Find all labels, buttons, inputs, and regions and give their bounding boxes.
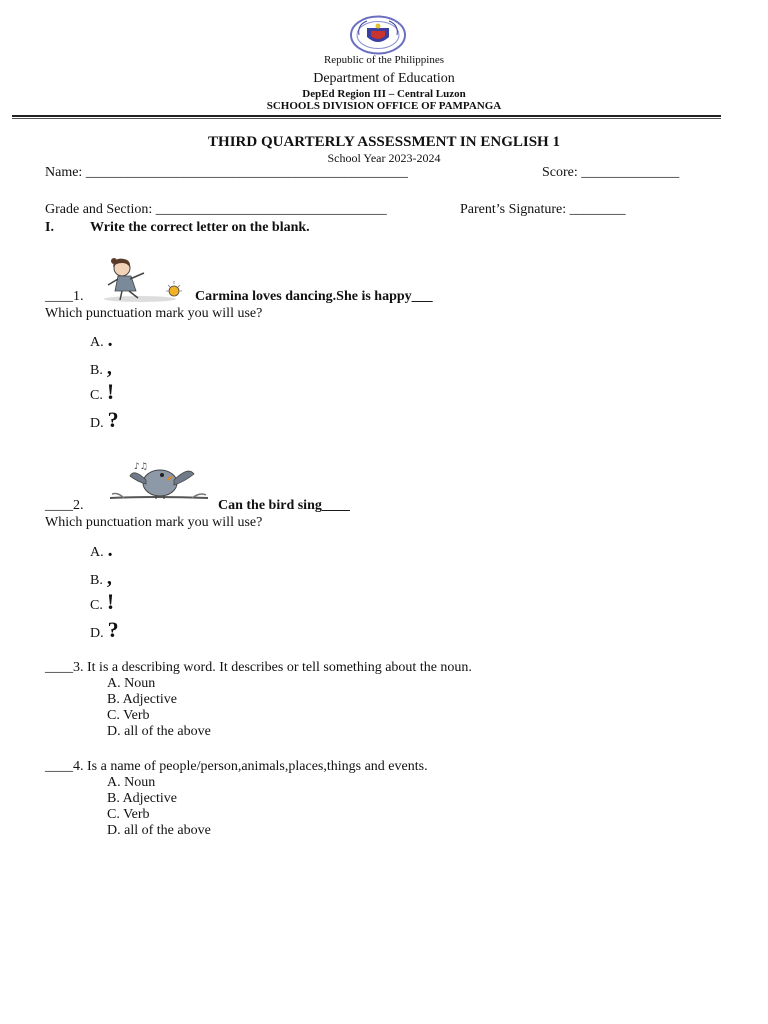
q1-choice-d[interactable]: [90, 409, 119, 432]
q2-text: Can the bird sing____: [218, 498, 350, 513]
school-year: School Year 2023-2024: [327, 151, 441, 165]
q4-option-c[interactable]: C. Verb: [107, 807, 150, 822]
q4-option-a[interactable]: A. Noun: [107, 775, 156, 790]
q2-choice-a[interactable]: [90, 540, 113, 561]
q3-option-b[interactable]: B. Adjective: [107, 692, 177, 707]
choice-letter: D.: [90, 416, 104, 431]
period-mark: .: [107, 539, 113, 561]
department-line: Department of Education: [313, 71, 455, 86]
choice-letter: A.: [90, 335, 104, 350]
exclamation-mark: !: [106, 589, 115, 614]
q1-choice-b[interactable]: [90, 358, 112, 379]
choice-letter: B.: [90, 363, 103, 378]
q4-option-b[interactable]: B. Adjective: [107, 791, 177, 806]
singing-bird-icon: [104, 458, 214, 504]
q4-text[interactable]: ____4. Is a name of people/person,animals,places,things and events.: [45, 759, 428, 774]
comma-mark: ,: [106, 357, 112, 379]
choice-letter: C.: [90, 598, 103, 613]
score-field[interactable]: Score: ______________: [542, 165, 680, 180]
q2-choice-b[interactable]: [90, 568, 112, 589]
girl-dancing-icon: [100, 255, 192, 303]
republic-line: Republic of the Philippines: [323, 54, 445, 66]
question-mark: ?: [107, 407, 119, 432]
q2-blank[interactable]: ____2.: [45, 498, 84, 513]
q3-option-c[interactable]: C. Verb: [107, 708, 150, 723]
exclamation-mark: !: [106, 379, 115, 404]
choice-letter: A.: [90, 545, 104, 560]
choice-letter: C.: [90, 388, 103, 403]
q4-option-d[interactable]: D. all of the above: [107, 823, 211, 838]
region-line: DepEd Region III – Central Luzon: [302, 88, 466, 100]
q1-blank[interactable]: ____1.: [45, 289, 84, 304]
choice-letter: B.: [90, 573, 103, 588]
page-title: THIRD QUARTERLY ASSESSMENT IN ENGLISH 1: [208, 134, 560, 150]
period-mark: .: [107, 329, 113, 351]
parent-signature-field[interactable]: Parent’s Signature: ________: [460, 202, 626, 217]
deped-seal-icon: [349, 15, 407, 55]
q1-choice-c[interactable]: [90, 381, 114, 404]
grade-section-field[interactable]: Grade and Section: _________________________________: [45, 202, 387, 217]
q1-choice-a[interactable]: [90, 330, 113, 351]
section-number: I.: [45, 220, 54, 235]
q2-choice-d[interactable]: [90, 619, 119, 642]
q3-option-a[interactable]: A. Noun: [107, 676, 156, 691]
q1-text: Carmina loves dancing.She is happy___: [195, 289, 433, 304]
question-mark: ?: [107, 617, 119, 642]
q3-text[interactable]: ____3. It is a describing word. It describes or tell something about the noun.: [45, 660, 472, 675]
name-field[interactable]: Name: ______________________________________________: [45, 165, 408, 180]
svg-text:♪♫: ♪♫: [134, 462, 148, 472]
q2-prompt: Which punctuation mark you will use?: [45, 515, 263, 530]
q2-choice-c[interactable]: [90, 591, 114, 614]
division-line: SCHOOLS DIVISION OFFICE OF PAMPANGA: [266, 100, 502, 112]
q3-option-d[interactable]: D. all of the above: [107, 724, 211, 739]
section-instruction: Write the correct letter on the blank.: [90, 220, 310, 235]
choice-letter: D.: [90, 626, 104, 641]
comma-mark: ,: [106, 567, 112, 589]
q1-prompt: Which punctuation mark you will use?: [45, 306, 263, 321]
header-rule: [12, 115, 721, 117]
header-rule-thin: [12, 118, 721, 119]
